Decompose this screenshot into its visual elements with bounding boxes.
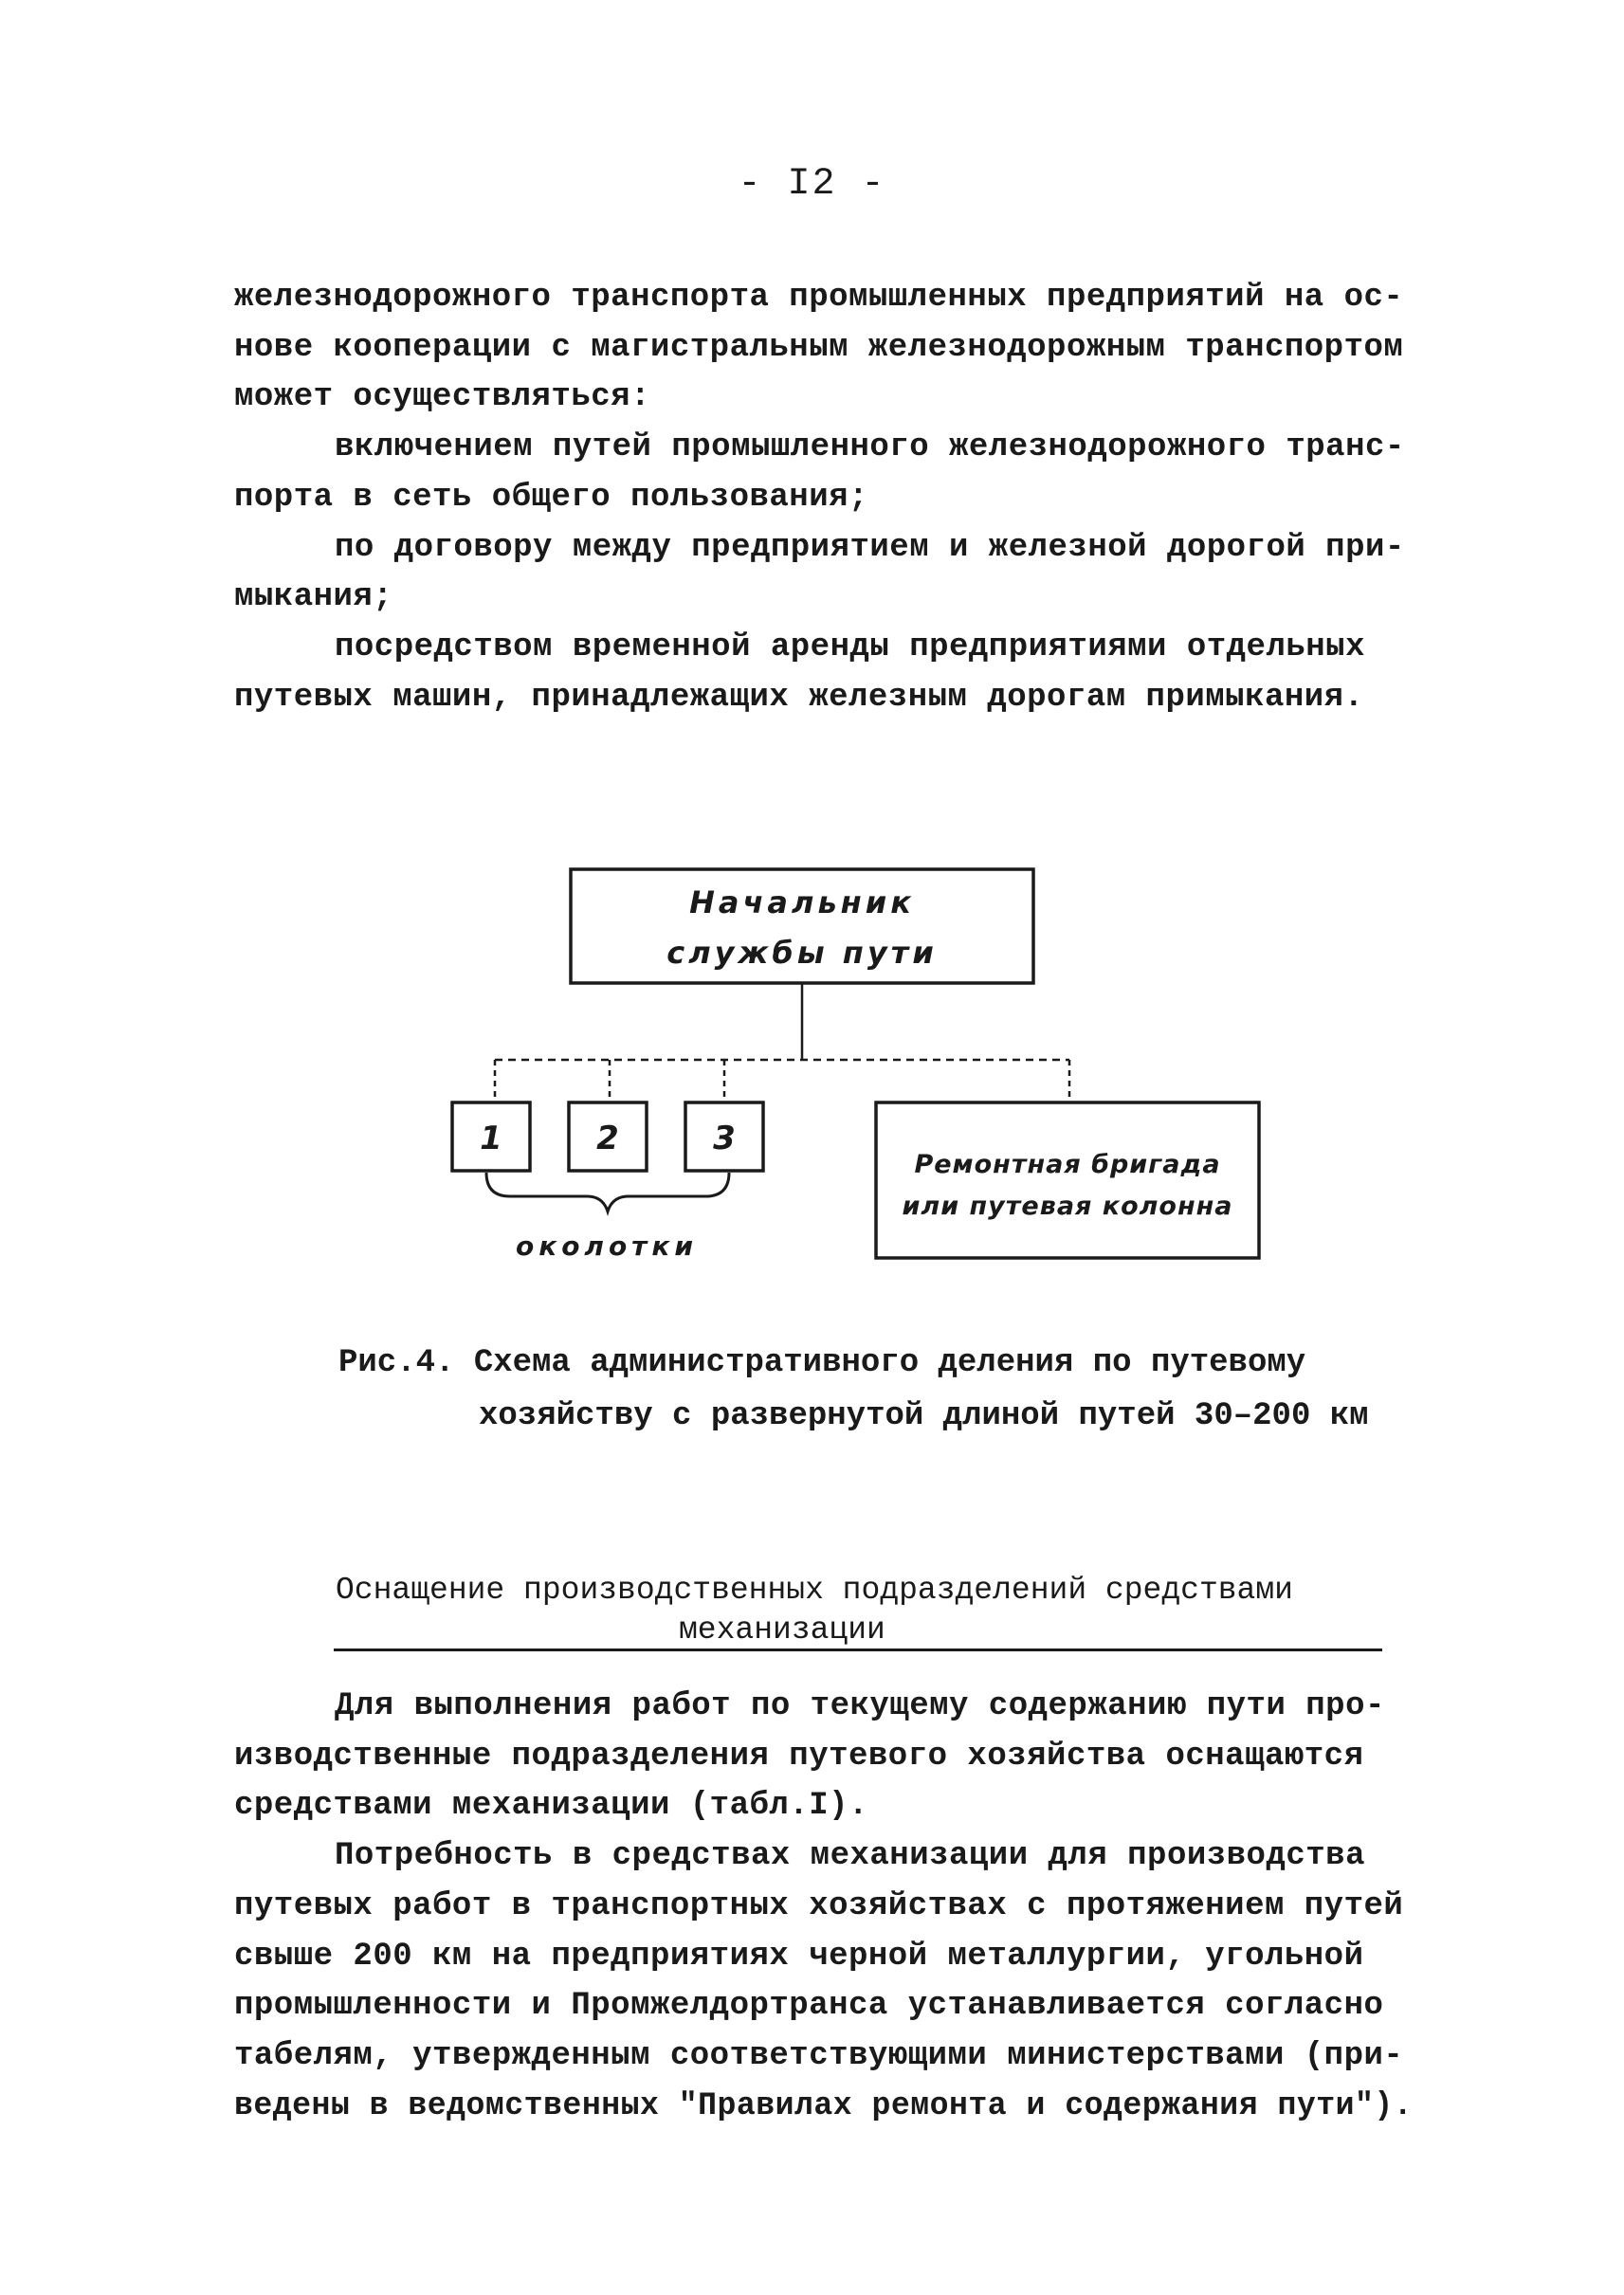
connector-lines (495, 983, 1069, 1102)
section-heading-line2: механизации (679, 1612, 885, 1648)
text-line: железнодорожного транспорта промышленных предприятий на ос- (234, 280, 1404, 316)
text-line: по договору между предприятием и железной дорогой при- (335, 530, 1405, 566)
text-line: может осуществляться: (234, 379, 650, 415)
text-line: промышленности и Промжелдортранса устанавливается согласно (234, 1988, 1384, 2024)
text-line: путевых работ в транспортных хозяйствах с протяжением путей (234, 1888, 1404, 1924)
section-label-2: 2 (596, 1120, 619, 1157)
text-line: путевых машин, принадлежащих железным дорогам примыкания. (234, 680, 1364, 716)
repair-crew-line1: Ремонтная бригада (914, 1150, 1221, 1179)
text-line: изводственные подразделения путевого хозяйства оснащаются (234, 1739, 1364, 1775)
heading-underline (334, 1648, 1382, 1651)
brace-label: околотки (515, 1230, 699, 1262)
repair-crew-box (876, 1102, 1259, 1258)
text-line: включением путей промышленного железнодорожного транс- (335, 429, 1405, 465)
text-line: порта в сеть общего пользования; (234, 480, 868, 516)
sections-brace (486, 1173, 729, 1211)
section-label-1: 1 (480, 1120, 502, 1157)
figure-caption-line1: Рис.4. Схема административного деления по путевому (338, 1345, 1306, 1381)
text-line: Для выполнения работ по текущему содержанию пути про- (335, 1688, 1385, 1724)
text-line: посредством временной аренды предприятиями отдельных (335, 629, 1365, 665)
text-line: мыкания; (234, 579, 393, 615)
repair-crew-line2: или путевая колонна (902, 1192, 1233, 1221)
chief-box (571, 869, 1033, 983)
section-box-1 (452, 1102, 530, 1171)
chief-box-line1: Начальник (689, 884, 915, 920)
text-line: свыше 200 км на предприятиях черной металлургии, угольной (234, 1939, 1364, 1975)
section-box-2 (569, 1102, 647, 1171)
text-line: Потребность в средствах механизации для производства (335, 1838, 1365, 1874)
text-line: табелям, утвержденным соответствующими министерствами (при- (234, 2038, 1404, 2074)
page-number: - I2 - (738, 163, 886, 206)
section-box-3 (685, 1102, 763, 1171)
text-line: средствами механизации (табл.I). (234, 1788, 868, 1824)
section-heading-line1: Оснащение производственных подразделений средствами (336, 1573, 1293, 1608)
chief-box-line2: службы пути (666, 935, 938, 971)
figure-caption-line2: хозяйству с развернутой длиной путей 30–200 км (479, 1398, 1369, 1434)
text-line: нове кооперации с магистральным железнодорожным транспортом (234, 330, 1404, 366)
text-line: ведены в ведомственных "Правилах ремонта и содержания пути"). (234, 2088, 1414, 2124)
section-label-3: 3 (713, 1120, 736, 1157)
